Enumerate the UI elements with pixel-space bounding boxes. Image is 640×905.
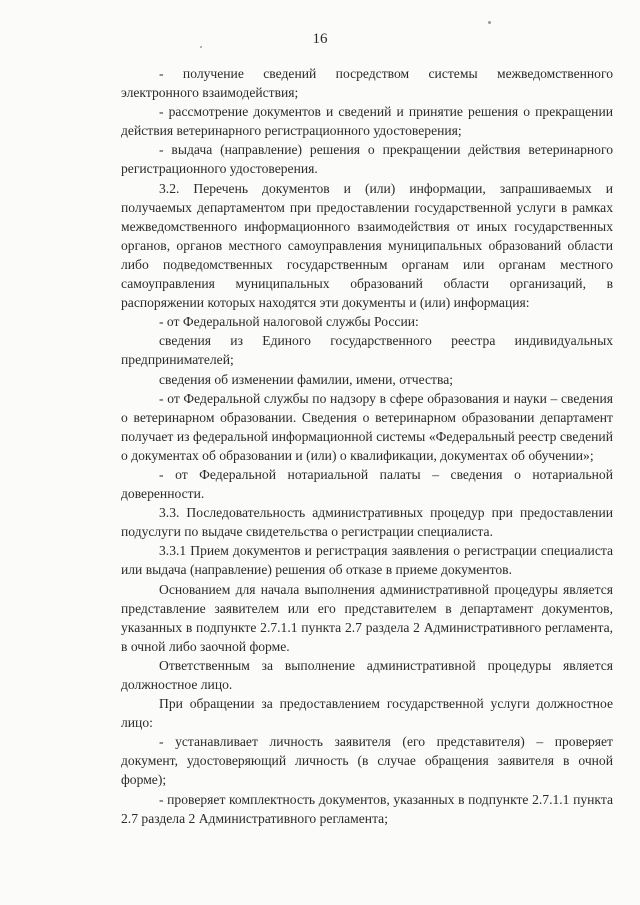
paragraph: - проверяет комплектность документов, указанных в подпункте 2.7.1.1 пункта 2.7 раздела 2 Административного регламента;: [121, 791, 613, 826]
paragraph: 3.2. Перечень документов и (или) информации, запрашиваемых и получаемых департаментом при предоставлении государственной услуги в рамках межведомственного информационного взаимодействия от иных государственных органов, органов местного самоуправления муниципальных образований области либо подведомственных государственным органам или органам местного самоуправления муниципальных образований области организаций, в распоряжении которых находятся эти документы и (или) информация:: [121, 180, 613, 311]
paragraph: - от Федеральной налоговой службы России:: [159, 314, 419, 330]
paragraph: - устанавливает личность заявителя (его представителя) – проверяет документ, удостоверяющий личность (в случае обращения заявителя в очной форме);: [121, 734, 613, 788]
paragraph: - получение сведений посредством системы межведомственного электронного взаимодействия;: [121, 66, 613, 101]
paragraph: - рассмотрение документов и сведений и принятие решения о прекращении действия ветеринарного регистрационного удостоверения;: [121, 104, 613, 139]
paragraph: 3.3.1 Прием документов и регистрация заявления о регистрации специалиста или выдача (направление) решения об отказе в приеме документов.: [121, 543, 613, 578]
paragraph: - от Федеральной нотариальной палаты – сведения о нотариальной доверенности.: [121, 466, 613, 502]
paragraph: Ответственным за выполнение административной процедуры является должностное лицо.: [121, 657, 613, 692]
scan-speck: [200, 46, 202, 48]
scan-speck: [488, 21, 491, 24]
paragraph: - от Федеральной службы по надзору в сфере образования и науки – сведения о ветеринарном образовании. Сведения о ветеринарном образовании департамент получает из федеральной информационной системы «Федеральный реестр сведений о документах об образовании и (или) о квалификации, документах об обучении»;: [121, 390, 613, 463]
page-number: 16: [312, 31, 328, 47]
paragraph: сведения из Единого государственного реестра индивидуальных предпринимателей;: [121, 333, 613, 368]
paragraph: При обращении за предоставлением государственной услуги должностное лицо:: [121, 696, 613, 731]
paragraph: Основанием для начала выполнения административной процедуры является представление заявителем или его представителем в департамент документов, указанных в подпункте 2.7.1.1 пункта 2.7 раздела 2 Административного регламента, в очной либо заочной форме.: [121, 581, 613, 654]
paragraph: - выдача (направление) решения о прекращении действия ветеринарного регистрационного удостоверения.: [121, 142, 613, 177]
body-text: [121, 64, 613, 828]
paragraph: сведения об изменении фамилии, имени, отчества;: [159, 371, 454, 387]
paragraph: 3.3. Последовательность административных процедур при предоставлении подуслуги по выдаче свидетельства о регистрации специалиста.: [121, 505, 613, 540]
